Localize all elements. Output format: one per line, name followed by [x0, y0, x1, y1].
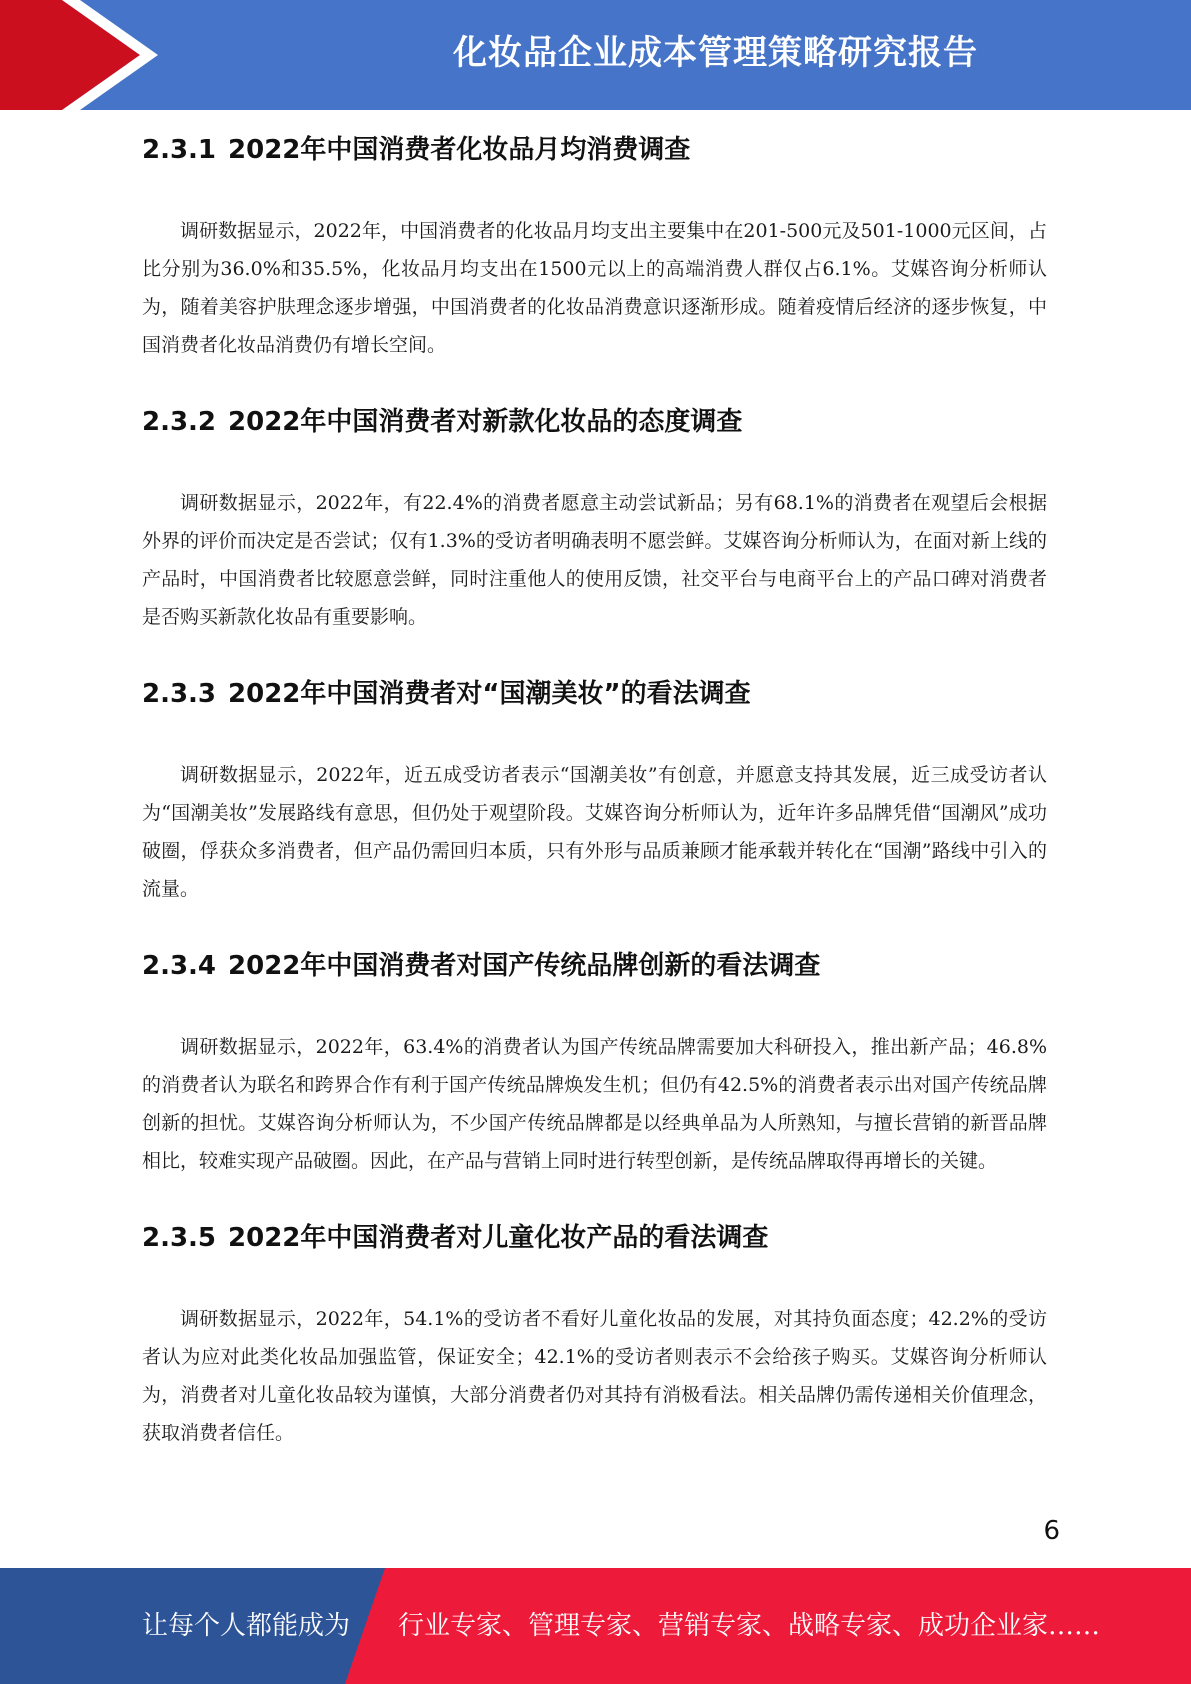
- section-title: 2022年中国消费者对新款化妆品的态度调查: [228, 407, 743, 437]
- section-2-3-2: [142, 402, 1047, 636]
- section-title: 2022年中国消费者对“国潮美妆”的看法调查: [228, 679, 751, 709]
- section-number: 2.3.3: [142, 679, 217, 709]
- page-header: [0, 0, 1191, 110]
- section-paragraph: 调研数据显示，2022年，63.4%的消费者认为国产传统品牌需要加大科研投入，推出新产品；46.8%的消费者认为联名和跨界合作有利于国产传统品牌焕发生机；但仍有42.5%的消费者表示出对国产传统品牌创新的担忧。艾媒咨询分析师认为，不少国产传统品牌都是以经典单品为人所熟知，与擅长营销的新晋品牌相比，较难实现产品破圈。因此，在产品与营销上同时进行转型创新，是传统品牌取得再增长的关键。: [142, 1036, 1047, 1172]
- section-number: 2.3.1: [142, 135, 217, 165]
- section-number: 2.3.2: [142, 407, 217, 437]
- red-chevron-decoration: [0, 0, 170, 110]
- report-title: 化妆品企业成本管理策略研究报告: [453, 33, 978, 73]
- section-heading: [142, 946, 1047, 986]
- page-number: 6: [1043, 1516, 1060, 1546]
- section-2-3-3: [142, 674, 1047, 908]
- footer-slogan-right: 行业专家、管理专家、营销专家、战略专家、成功企业家……: [398, 1611, 1101, 1641]
- section-2-3-1: [142, 130, 1047, 364]
- page-footer: [0, 1568, 1191, 1684]
- section-heading: [142, 1218, 1047, 1258]
- section-2-3-4: [142, 946, 1047, 1180]
- section-title: 2022年中国消费者对国产传统品牌创新的看法调查: [228, 951, 821, 981]
- section-number: 2.3.5: [142, 1223, 217, 1253]
- section-number: 2.3.4: [142, 951, 217, 981]
- section-paragraph: 调研数据显示，2022年，近五成受访者表示“国潮美妆”有创意，并愿意支持其发展，近三成受访者认为“国潮美妆”发展路线有意思，但仍处于观望阶段。艾媒咨询分析师认为，近年许多品牌凭借“国潮风”成功破圈，俘获众多消费者，但产品仍需回归本质，只有外形与品质兼顾才能承载并转化在“国潮”路线中引入的流量。: [142, 764, 1047, 900]
- report-body: [142, 130, 1047, 1490]
- section-heading: [142, 674, 1047, 714]
- section-2-3-5: [142, 1218, 1047, 1452]
- section-paragraph: 调研数据显示，2022年，中国消费者的化妆品月均支出主要集中在201-500元及501-1000元区间，占比分别为36.0%和35.5%，化妆品月均支出在1500元以上的高端消费人群仅占6.1%。艾媒咨询分析师认为，随着美容护肤理念逐步增强，中国消费者的化妆品消费意识逐渐形成。随着疫情后经济的逐步恢复，中国消费者化妆品消费仍有增长空间。: [142, 220, 1047, 356]
- section-paragraph: 调研数据显示，2022年，有22.4%的消费者愿意主动尝试新品；另有68.1%的消费者在观望后会根据外界的评价而决定是否尝试；仅有1.3%的受访者明确表明不愿尝鲜。艾媒咨询分析师认为，在面对新上线的产品时，中国消费者比较愿意尝鲜，同时注重他人的使用反馈，社交平台与电商平台上的产品口碑对消费者是否购买新款化妆品有重要影响。: [142, 492, 1047, 628]
- section-title: 2022年中国消费者对儿童化妆产品的看法调查: [228, 1223, 769, 1253]
- section-heading: [142, 402, 1047, 442]
- footer-slogan-left: 让每个人都能成为: [142, 1611, 351, 1641]
- section-paragraph: 调研数据显示，2022年，54.1%的受访者不看好儿童化妆品的发展，对其持负面态度；42.2%的受访者认为应对此类化妆品加强监管，保证安全；42.1%的受访者则表示不会给孩子购买。艾媒咨询分析师认为，消费者对儿童化妆品较为谨慎，大部分消费者仍对其持有消极看法。相关品牌仍需传递相关价值理念，获取消费者信任。: [142, 1308, 1047, 1444]
- section-title: 2022年中国消费者化妆品月均消费调查: [228, 135, 691, 165]
- section-heading: [142, 130, 1047, 170]
